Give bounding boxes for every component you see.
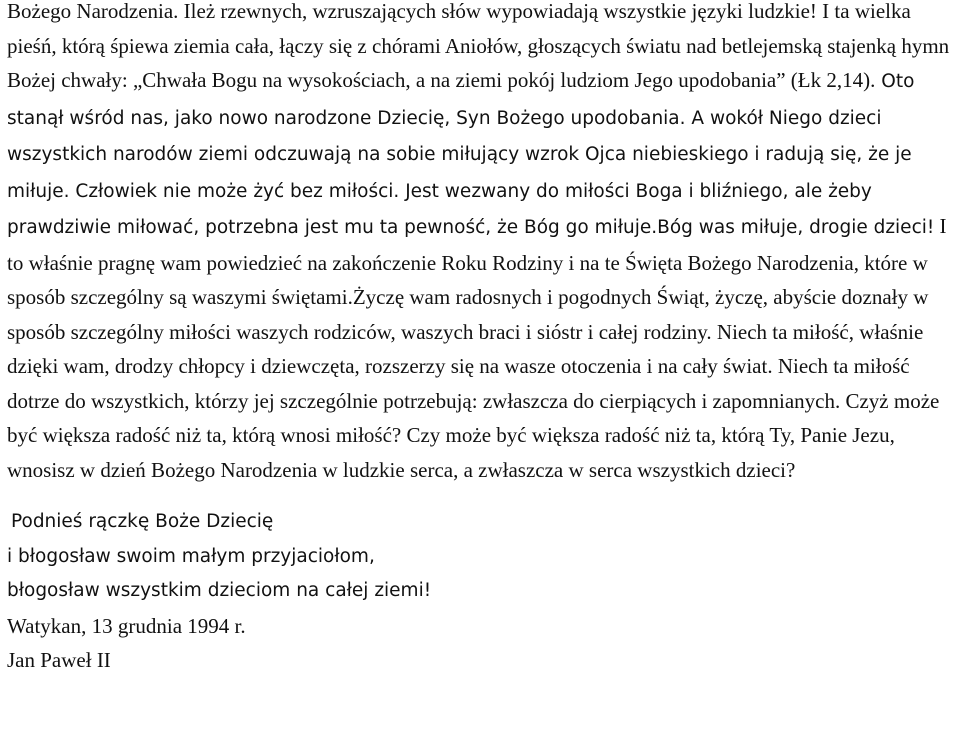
- verse-line-2: i błogosław swoim małym przyjaciołom,: [7, 545, 375, 567]
- paragraph-segment-3: I to właśnie pragnę wam powiedzieć na zakończenie Roku Rodziny i na te Święta Bożego Narodzenia, które w sposób szczególny są waszymi świętami.Życzę wam radosnych i pogodnych Świąt, życzę, abyście doznały w sposób szczególny miłości waszych rodziców, waszych braci i sióstr i całej rodziny. Niech ta miłość, właśnie dzięki wam, drodzy chłopcy i dziewczęta, rozszerzy się na wasze otoczenia i na cały świat. Niech ta miłość dotrze do wszystkich, którzy jej szczególnie potrzebują: zwłaszcza do cierpiących i zapomnianych. Czyż może być większa radość niż ta, którą wnosi miłość? Czy może być większa radość niż ta, którą Ty, Panie Jezu, wnosisz w dzień Bożego Narodzenia w ludzkie serca, a zwłaszcza w serca wszystkich dzieci?: [7, 214, 947, 482]
- paragraph-segment-1: Bożego Narodzenia. Ileż rzewnych, wzruszających słów wypowiadają wszystkie języki ludzkie! I ta wielka pieśń, którą śpiewa ziemia cała, łączy się z chórami Aniołów, głoszących światu nad betlejemską stajenką hymn Bożej chwały: „Chwała Bogu na wysokościach, a na ziemi pokój ludziom Jego upodobania” (Łk 2,14).: [7, 0, 950, 92]
- closing-verse: [7, 505, 953, 678]
- body-paragraph: [7, 0, 953, 487]
- paragraph-segment-2: Oto stanął wśród nas, jako nowo narodzone Dziecię, Syn Bożego upodobania. A wokół Niego dzieci wszystkich narodów ziemi odczuwają na sobie miłujący wzrok Ojca niebieskiego i radują się, że je miłuje. Człowiek nie może żyć bez miłości. Jest wezwany do miłości Boga i bliźniego, ale żeby prawdziwie miłować, potrzebna jest mu ta pewność, że Bóg go miłuje.Bóg was miłuje, drogie dzieci!: [7, 71, 935, 238]
- verse-line-1: Podnieś rączkę Boże Dziecię: [11, 511, 274, 532]
- place-date: Watykan, 13 grudnia 1994 r.: [7, 613, 246, 638]
- author-signature: Jan Paweł II: [7, 648, 111, 672]
- document-page: [7, 0, 953, 678]
- verse-line-3: błogosław wszystkim dzieciom na całej ziemi!: [7, 580, 432, 601]
